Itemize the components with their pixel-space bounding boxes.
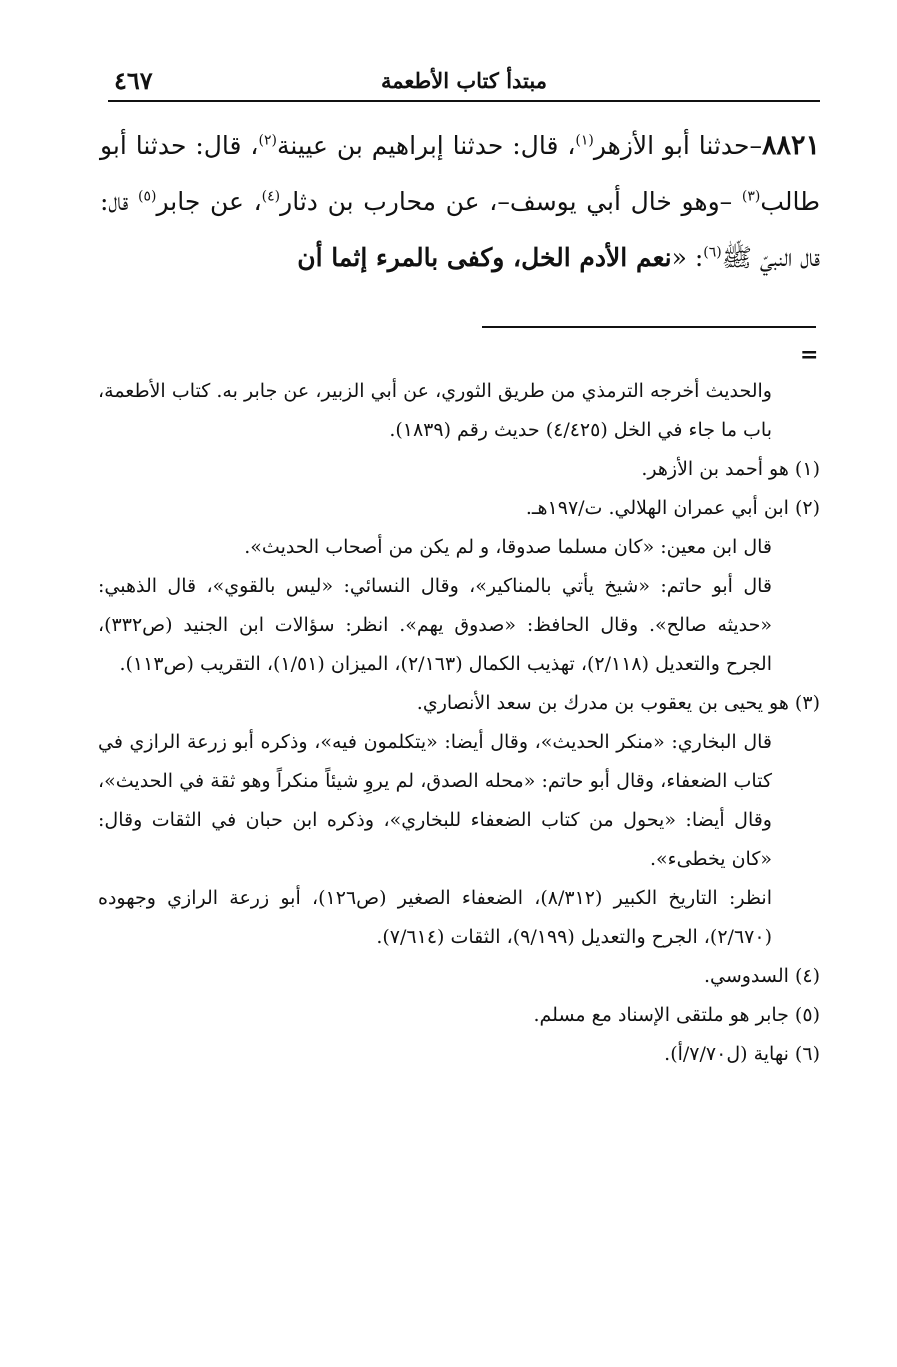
footnote-ref-2: (٢) <box>258 132 277 149</box>
footnote-2-detail-a: قال ابن معين: «كان مسلما صدوقا، و لم يكن من أصحاب الحديث». <box>244 536 772 558</box>
hadith-segment: ، عن جابر <box>156 187 262 216</box>
footnote-3-detail-a: قال البخاري: «منكر الحديث»، وقال أيضا: «يتكلمون فيه»، وذكره أبو زرعة الرازي في كتاب الضعفاء، وقال أبو حاتم: «محله الصدق، لم يروِ شيئاً منكراً وهو ثقة في الحديث»، وقال أيضا: «يحول من كتاب الضعفاء للبخاري»، وذكره ابن حبان في الثقات وقال: «كان يخطىء». <box>98 731 772 870</box>
hadith-text <box>100 118 820 286</box>
footnote-4: (٤) السدوسي. <box>703 965 820 987</box>
hadith-segment: ، قال: حدثنا أبو طالب <box>100 131 821 216</box>
hadith-segment: –وهو خال أبي يوسف–، عن محارب بن دثار <box>280 187 742 216</box>
header-rule <box>108 100 820 102</box>
footnote-ref-3: (٣) <box>741 188 761 205</box>
footnote-3: (٣) هو يحيى بن يعقوب بن مدرك بن سعد الأنصاري. <box>416 692 820 714</box>
hadith-segment: ، قال: حدثنا إبراهيم بن عيينة <box>276 131 576 160</box>
footnote-ref-6: (٦) <box>703 244 722 261</box>
page-header <box>108 66 820 102</box>
footnote-ref-1: (١) <box>575 132 594 149</box>
footnote-2: (٢) ابن أبي عمران الهلالي. ت/١٩٧هـ. <box>525 497 820 519</box>
footnote-1: (١) هو أحمد بن الأزهر. <box>641 458 820 480</box>
hadith-segment: –حدثنا أبو الأزهر <box>593 131 762 160</box>
footnote-ref-4: (٤) <box>261 188 281 205</box>
footnote-6: (٦) نهاية (ل٧/٧٠/أ). <box>664 1043 820 1065</box>
footnote-continuation: والحديث أخرجه الترمذي من طريق الثوري، عن أبي الزبير، عن جابر به. كتاب الأطعمة، باب ما جاء في الخل (٤/٤٢٥) حديث رقم (١٨٣٩). <box>98 380 772 441</box>
running-title: مبتدأ كتاب الأطعمة <box>381 68 547 93</box>
footnote-2-detail-b: قال أبو حاتم: «شيخ يأتي بالمناكير»، وقال النسائي: «ليس بالقوي»، قال الذهبي: «حديثه صالح». وقال الحافظ: «صدوق يهم». انظر: سؤالات ابن الجنيد (ص٣٣٢)، الجرح والتعديل (٢/١١٨)، تهذيب الكمال (٢/١٦٣)، الميزان (١/٥١)، التقريب (ص١١٣). <box>98 575 772 675</box>
footnote-separator <box>482 326 816 328</box>
footnote-3-detail-b: انظر: التاريخ الكبير (٨/٣١٢)، الضعفاء الصغير (ص١٢٦)، أبو زرعة الرازي وجهوده (٢/٦٧٠)، الجرح والتعديل (٩/١٩٩)، الثقات (٧/٦١٤). <box>98 887 772 948</box>
prophetic-saying: نعم الأدم الخل، وكفى بالمرء إثما أن <box>297 243 672 272</box>
hadith-segment: قال: قال النبيّ ﷺ <box>100 187 820 272</box>
page-number: ٤٦٧ <box>114 66 153 95</box>
footnote-ref-5: (٥) <box>138 188 157 205</box>
continuation-mark-icon: = <box>800 342 819 368</box>
footnote-5: (٥) جابر هو ملتقى الإسناد مع مسلم. <box>533 1004 820 1026</box>
hadith-segment: : « <box>671 243 704 272</box>
hadith-number: ٨٨٢١ <box>761 130 820 161</box>
footnotes <box>98 372 820 1074</box>
